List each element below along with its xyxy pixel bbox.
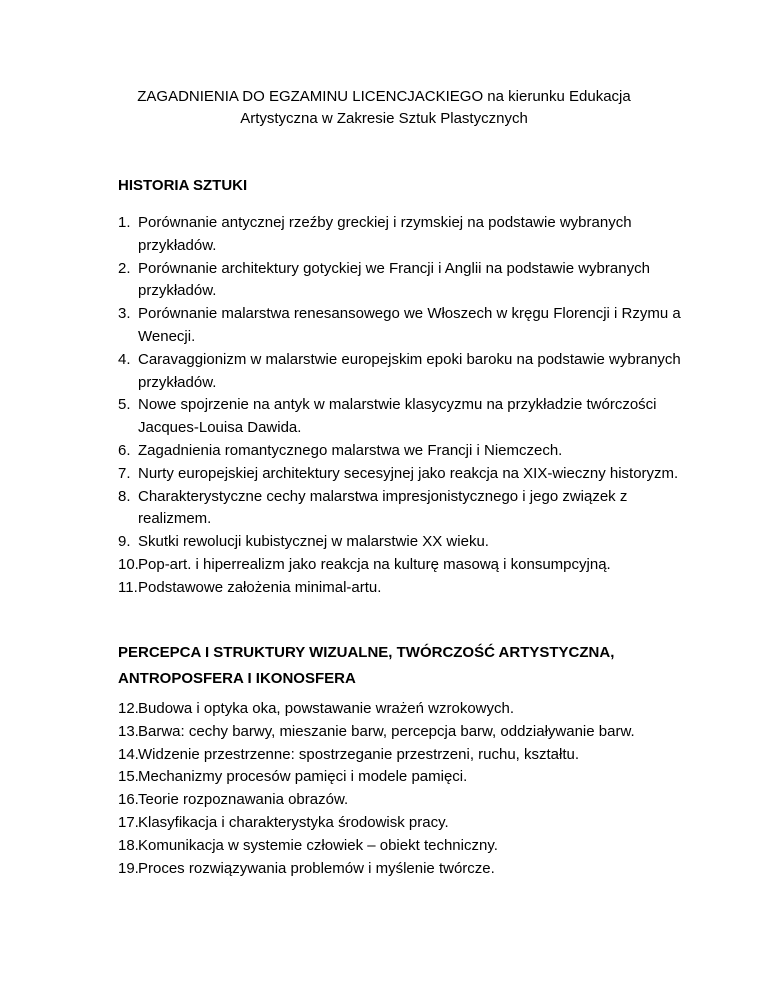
- list-item: [118, 698, 698, 721]
- item-text: Mechanizmy procesów pamięci i modele pamięci.: [138, 768, 468, 786]
- section-heading-historia-sztuki: HISTORIA SZTUKI: [118, 177, 248, 194]
- list-item: [118, 394, 698, 440]
- item-text: Pop-art. i hiperrealizm jako reakcja na kulturę masową i konsumpcyjną.: [138, 555, 611, 573]
- list-item: [118, 463, 698, 486]
- item-text: Teorie rozpoznawania obrazów.: [138, 791, 349, 809]
- item-text: Porównanie architektury gotyckiej we Francji i Anglii na podstawie wybranych przykładów.: [138, 259, 650, 300]
- item-text: Barwa: cechy barwy, mieszanie barw, percepcja barw, oddziaływanie barw.: [138, 722, 635, 740]
- document-title: [100, 86, 668, 130]
- title-line-2: Artystyczna w Zakresie Sztuk Plastycznych: [240, 110, 528, 127]
- item-text: Porównanie malarstwa renesansowego we Włoszech w kręgu Florencji i Rzymu a Wenecji.: [138, 305, 681, 345]
- item-number: 7.: [118, 464, 131, 482]
- section-heading-percepcja: [118, 640, 678, 692]
- list-item: [118, 554, 698, 577]
- item-number: 3.: [118, 305, 131, 323]
- item-text: Charakterystyczne cechy malarstwa impresjonistycznego i jego związek z realizmem.: [138, 487, 628, 528]
- item-text: Nurty europejskiej architektury secesyjnej jako reakcja na XIX-wieczny historyzm.: [138, 464, 679, 482]
- item-number: 6.: [118, 441, 131, 459]
- item-number: 15.: [118, 768, 139, 786]
- list-item: [118, 303, 698, 349]
- list-item: [118, 789, 698, 812]
- item-text: Komunikacja w systemie człowiek – obiekt techniczny.: [138, 836, 498, 854]
- item-number: 14.: [118, 745, 139, 763]
- list-item: [118, 258, 698, 304]
- item-number: 13.: [118, 722, 139, 740]
- list-item: [118, 835, 698, 858]
- item-number: 18.: [118, 836, 139, 854]
- item-number: 11.: [118, 578, 138, 596]
- item-text: Budowa i optyka oka, powstawanie wrażeń wzrokowych.: [138, 700, 515, 717]
- list-item: [118, 577, 698, 600]
- item-text: Porównanie antycznej rzeźby greckiej i rzymskiej na podstawie wybranych przykładów.: [138, 214, 632, 254]
- item-number: 12.: [118, 700, 139, 717]
- item-text: Widzenie przestrzenne: spostrzeganie przestrzeni, ruchu, kształtu.: [138, 745, 580, 763]
- list-item: [118, 744, 698, 767]
- list-item: [118, 812, 698, 835]
- section-heading-line-2: ANTROPOSFERA I IKONOSFERA: [118, 670, 356, 687]
- list-item: [118, 858, 698, 881]
- list-item: [118, 531, 698, 554]
- item-text: Skutki rewolucji kubistycznej w malarstwie XX wieku.: [138, 533, 489, 551]
- list-item: [118, 440, 698, 463]
- item-text: Caravaggionizm w malarstwie europejskim epoki baroku na podstawie wybranych przykładów.: [138, 350, 681, 391]
- item-number: 5.: [118, 396, 131, 414]
- historia-sztuki-list: [118, 212, 698, 600]
- item-number: 1.: [118, 214, 131, 231]
- list-item: [118, 349, 698, 395]
- item-text: Podstawowe założenia minimal-artu.: [138, 578, 382, 596]
- item-text: Nowe spojrzenie na antyk w malarstwie klasycyzmu na przykładzie twórczości Jacques-Louisa Dawida.: [138, 396, 657, 437]
- item-number: 10.: [118, 555, 139, 573]
- title-line-1: ZAGADNIENIA DO EGZAMINU LICENCJACKIEGO na kierunku Edukacja: [137, 88, 631, 105]
- item-number: 17.: [118, 813, 139, 831]
- list-item: [118, 766, 698, 789]
- item-number: 8.: [118, 487, 131, 505]
- percepcja-list: [118, 698, 698, 880]
- item-text: Zagadnienia romantycznego malarstwa we Francji i Niemczech.: [138, 441, 563, 459]
- item-number: 19.: [118, 859, 139, 877]
- item-number: 4.: [118, 350, 131, 368]
- item-text: Proces rozwiązywania problemów i myślenie twórcze.: [138, 859, 495, 877]
- item-text: Klasyfikacja i charakterystyka środowisk pracy.: [138, 813, 449, 831]
- list-item: [118, 486, 698, 532]
- list-item: [118, 212, 698, 258]
- section-heading-line-1: PERCEPCA I STRUKTURY WIZUALNE, TWÓRCZOŚĆ ARTYSTYCZNA,: [118, 644, 615, 661]
- item-number: 9.: [118, 533, 131, 551]
- list-item: [118, 721, 698, 744]
- item-number: 2.: [118, 259, 131, 277]
- item-number: 16.: [118, 791, 139, 809]
